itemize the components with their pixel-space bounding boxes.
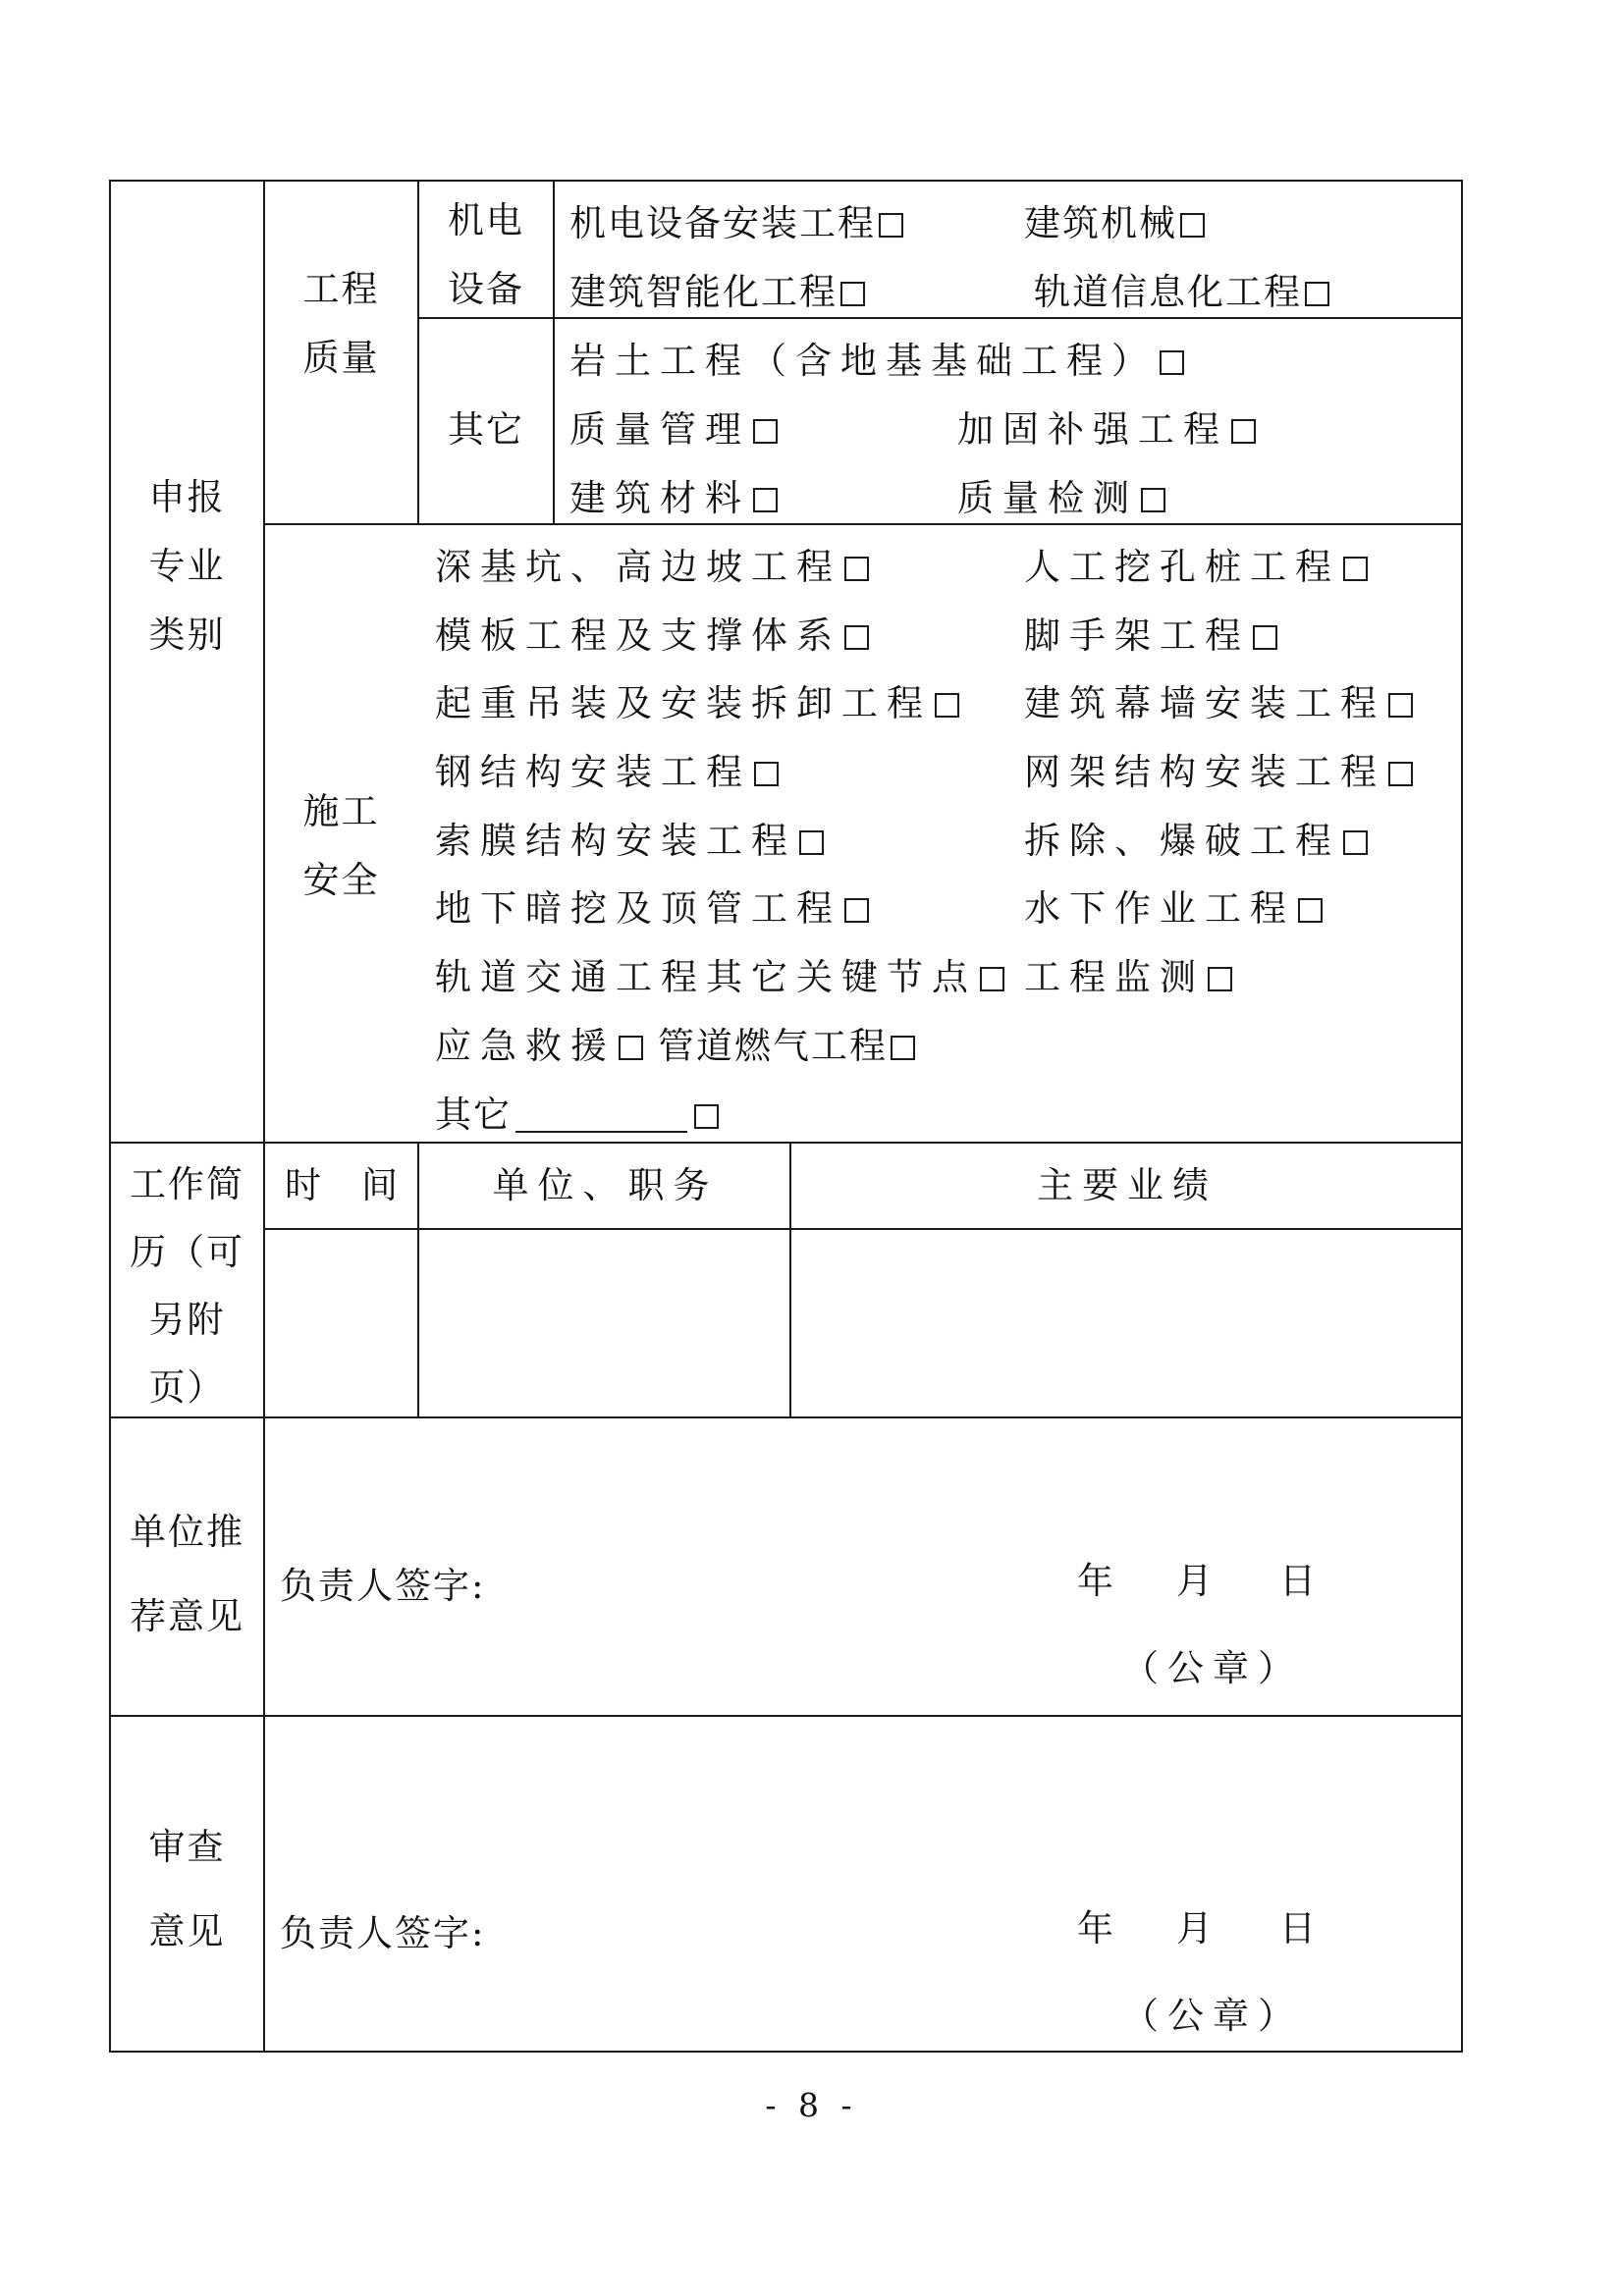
mech-equipment-label: 机电 设备: [448, 199, 524, 310]
checkbox[interactable]: [1253, 625, 1277, 650]
option-intelligent-building[interactable]: 建筑智能化工程: [569, 274, 865, 310]
checkbox[interactable]: [1388, 762, 1413, 786]
resume-unit-cell[interactable]: [419, 1230, 789, 1416]
checkbox[interactable]: [1343, 830, 1368, 855]
checkbox[interactable]: [1343, 557, 1368, 581]
divider-category-resume: [109, 1142, 1463, 1144]
resume-col-performance: 主要业绩: [1037, 1164, 1217, 1206]
option-gas-pipeline[interactable]: 管道燃气工程: [658, 1028, 915, 1064]
option-space-frame[interactable]: 网架结构安装工程: [1024, 754, 1413, 790]
option-reinforcement[interactable]: 加固补强工程: [957, 411, 1256, 448]
divider-mech-other: [417, 317, 1463, 319]
checkbox[interactable]: [891, 1036, 915, 1060]
option-construction-machinery[interactable]: 建筑机械: [1024, 205, 1205, 241]
resume-performance-cell[interactable]: [791, 1230, 1461, 1416]
review-label: 审查 意见: [148, 1826, 226, 1952]
border-top: [109, 180, 1463, 182]
option-building-materials[interactable]: 建筑材料: [569, 480, 778, 516]
option-rail-transit-key-nodes[interactable]: 轨道交通工程其它关键节点: [435, 959, 1004, 995]
option-membrane-structure[interactable]: 索膜结构安装工程: [435, 823, 824, 859]
checkbox[interactable]: [799, 830, 824, 855]
checkbox[interactable]: [844, 898, 869, 923]
other-specify-blank[interactable]: [515, 1101, 687, 1133]
recommend-signer: 负责人签字:: [280, 1565, 486, 1607]
option-geotechnical[interactable]: 岩土工程（含地基基础工程）: [569, 343, 1184, 379]
review-month: 月: [1176, 1907, 1215, 1949]
recommend-month: 月: [1176, 1560, 1215, 1602]
option-manual-bored-pile[interactable]: 人工挖孔桩工程: [1024, 549, 1368, 585]
resume-label: 工作简 历（可 另附 页）: [130, 1163, 244, 1409]
option-quality-management[interactable]: 质量管理: [569, 411, 778, 448]
option-emergency-rescue[interactable]: 应急救援: [435, 1028, 643, 1064]
checkbox[interactable]: [844, 625, 869, 650]
option-quality-testing[interactable]: 质量检测: [957, 480, 1165, 516]
checkbox[interactable]: [753, 419, 778, 444]
checkbox[interactable]: [1231, 419, 1256, 444]
category-section-label: 申报 专业 类别: [148, 476, 226, 656]
checkbox[interactable]: [694, 1104, 719, 1129]
border-bottom: [109, 2051, 1463, 2053]
checkbox[interactable]: [754, 762, 779, 786]
safety-label: 施工 安全: [302, 790, 380, 901]
option-safety-other[interactable]: 其它: [435, 1096, 719, 1133]
option-scaffolding[interactable]: 脚手架工程: [1024, 617, 1277, 654]
checkbox[interactable]: [879, 213, 903, 238]
option-formwork-support[interactable]: 模板工程及支撑体系: [435, 617, 869, 654]
option-mech-install[interactable]: 机电设备安装工程: [569, 205, 903, 241]
review-seal: （公章）: [1122, 1995, 1303, 2037]
border-left: [109, 180, 111, 2053]
recommend-label: 单位推 荐意见: [130, 1511, 244, 1637]
checkbox[interactable]: [980, 967, 1004, 991]
option-deep-foundation-pit[interactable]: 深基坑、高边坡工程: [435, 549, 869, 585]
checkbox[interactable]: [1305, 282, 1329, 306]
checkbox[interactable]: [844, 557, 869, 581]
option-engineering-monitoring[interactable]: 工程监测: [1024, 959, 1232, 995]
checkbox[interactable]: [1298, 898, 1323, 923]
checkbox[interactable]: [935, 693, 959, 718]
checkbox[interactable]: [619, 1036, 643, 1060]
divider-quality-safety: [263, 523, 1463, 525]
quality-other-label: 其它: [448, 408, 524, 451]
option-rail-informatization[interactable]: 轨道信息化工程: [1034, 274, 1329, 310]
option-underground-excavation[interactable]: 地下暗挖及顶管工程: [435, 890, 869, 927]
checkbox[interactable]: [1388, 693, 1413, 718]
review-year: 年: [1077, 1907, 1115, 1949]
option-curtain-wall[interactable]: 建筑幕墙安装工程: [1024, 685, 1413, 721]
review-signer: 负责人签字:: [280, 1912, 486, 1954]
checkbox[interactable]: [753, 488, 778, 512]
option-hoisting-installation[interactable]: 起重吊装及安装拆卸工程: [435, 685, 959, 721]
checkbox[interactable]: [1208, 967, 1232, 991]
border-right: [1461, 180, 1463, 2053]
checkbox[interactable]: [1141, 488, 1165, 512]
resume-col-time: 时 间: [285, 1164, 400, 1206]
option-underwater-work[interactable]: 水下作业工程: [1024, 890, 1323, 927]
checkbox[interactable]: [1160, 350, 1184, 375]
quality-label: 工程 质量: [302, 268, 380, 379]
checkbox[interactable]: [840, 282, 865, 306]
checkbox[interactable]: [1180, 213, 1205, 238]
recommend-day: 日: [1279, 1560, 1318, 1602]
option-steel-structure[interactable]: 钢结构安装工程: [435, 754, 779, 790]
recommend-seal: （公章）: [1122, 1647, 1303, 1689]
recommend-year: 年: [1077, 1560, 1115, 1602]
page-number: - 8 -: [765, 2086, 858, 2124]
resume-time-cell[interactable]: [265, 1230, 417, 1416]
resume-col-unit: 单位、职务: [492, 1164, 719, 1206]
review-day: 日: [1279, 1907, 1318, 1949]
option-demolition-blasting[interactable]: 拆除、爆破工程: [1024, 823, 1368, 859]
